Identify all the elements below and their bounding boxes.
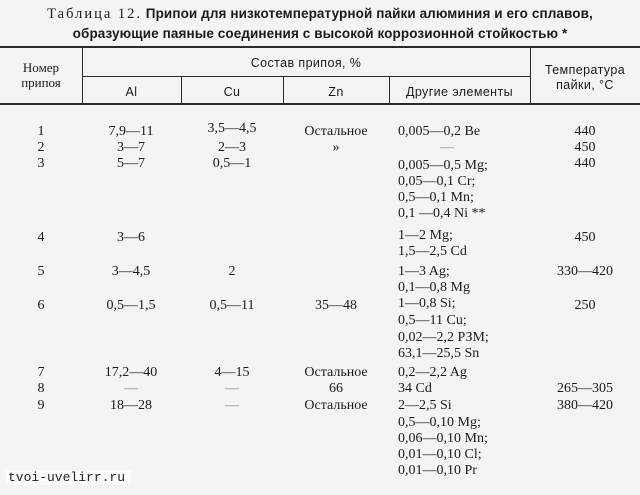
- row-8-number: 8: [37, 381, 45, 396]
- row-9-temp: 380—420: [557, 398, 613, 413]
- row-6-number: 6: [37, 298, 45, 313]
- row-5-other-2: 0,1—0,8 Mg: [398, 280, 470, 295]
- row-2-cu: 2—3: [218, 140, 246, 155]
- row-9-other-1: 2—2,5 Si: [398, 398, 452, 413]
- row-9-other-3: 0,06—0,10 Mn;: [398, 431, 488, 446]
- row-5-al: 3—4,5: [111, 264, 151, 279]
- watermark-text: tvoi-uvelirr.ru: [6, 470, 131, 485]
- header-temperature: [530, 63, 640, 93]
- row-3-number: 3: [37, 156, 45, 171]
- row-2-number: 2: [37, 140, 45, 155]
- row-9-number: 9: [37, 398, 45, 413]
- row-4-al: 3—6: [117, 230, 145, 245]
- row-7-cu: 4—15: [214, 365, 250, 380]
- row-9-other-5: 0,01—0,10 Pr: [398, 463, 477, 478]
- row-3-cu: 0,5—1: [212, 156, 252, 171]
- row-3-other-4: 0,1 —0,4 Ni **: [398, 206, 486, 221]
- row-3-other-1: 0,005—0,5 Mg;: [398, 158, 488, 173]
- row-6-cu: 0,5—11: [209, 298, 255, 313]
- row-9-al: 18—28: [110, 398, 152, 413]
- row-8-temp: 265—305: [557, 381, 613, 396]
- row-3-temp: 440: [574, 156, 596, 171]
- header-other: Другие элементы: [405, 85, 513, 99]
- row-5-number: 5: [37, 264, 45, 279]
- caption-title-1: Припои для низкотемпературной пайки алюминия и его сплавов,: [145, 6, 593, 21]
- row-1-zn: Остальное: [304, 124, 368, 139]
- row-4-other-1: 1—2 Mg;: [398, 228, 453, 243]
- header-composition: Состав припоя, %: [250, 56, 362, 70]
- row-3-other-3: 0,5—0,1 Mn;: [398, 190, 474, 205]
- row-1-al: 7,9—11: [108, 124, 154, 139]
- row-7-other-1: 0,2—2,2 Ag: [398, 365, 467, 380]
- row-4-number: 4: [37, 230, 45, 245]
- row-8-cu: —: [225, 381, 239, 396]
- caption-line-2: [0, 24, 640, 44]
- header-temperature-line1: Температура: [544, 63, 626, 77]
- header-number: [0, 60, 82, 90]
- row-3-al: 5—7: [117, 156, 145, 171]
- row-2-al: 3—7: [117, 140, 145, 155]
- row-6-temp: 250: [574, 298, 596, 313]
- header-temperature-line2: пайки, °C: [556, 78, 614, 92]
- row-7-number: 7: [37, 365, 45, 380]
- caption-title-2: образующие паяные соединения с высокой коррозионной стойкостью *: [72, 26, 568, 41]
- subheader-rule: [82, 76, 530, 77]
- header-al: Al: [125, 85, 138, 99]
- row-6-zn: 35—48: [315, 298, 357, 313]
- row-4-other-2: 1,5—2,5 Cd: [398, 244, 467, 259]
- header-zn: Zn: [328, 85, 344, 99]
- header-number-line2: припоя: [21, 75, 61, 90]
- row-8-al: —: [124, 381, 138, 396]
- row-9-other-4: 0,01—0,10 Cl;: [398, 447, 482, 462]
- row-7-zn: Остальное: [304, 365, 368, 380]
- row-6-other-3: 0,02—2,2 РЗМ;: [398, 330, 489, 345]
- header-cu: Cu: [223, 85, 241, 99]
- row-2-zn: »: [332, 140, 340, 155]
- row-5-cu: 2: [228, 264, 236, 279]
- table-caption: [0, 4, 640, 44]
- header-bottom-rule: [0, 103, 640, 105]
- row-4-temp: 450: [574, 230, 596, 245]
- row-8-other-1: 34 Cd: [398, 381, 432, 396]
- row-6-al: 0,5—1,5: [106, 298, 156, 313]
- header-number-line1: Номер: [22, 60, 60, 75]
- row-1-cu: 3,5—4,5: [207, 121, 257, 136]
- row-5-other-1: 1—3 Ag;: [398, 264, 450, 279]
- caption-line-1: [0, 4, 640, 24]
- row-1-temp: 440: [574, 124, 596, 139]
- row-8-zn: 66: [329, 381, 343, 396]
- top-rule: [0, 46, 640, 48]
- caption-label: Таблица 12.: [47, 6, 143, 22]
- row-9-other-2: 0,5—0,10 Mg;: [398, 415, 481, 430]
- row-1-number: 1: [37, 124, 45, 139]
- row-9-zn: Остальное: [304, 398, 368, 413]
- row-6-other-1: 1—0,8 Si;: [398, 296, 456, 311]
- row-7-al: 17,2—40: [104, 365, 158, 380]
- row-1-other-1: 0,005—0,2 Be: [398, 124, 481, 139]
- row-2-other-1: —: [440, 140, 454, 155]
- row-6-other-2: 0,5—11 Cu;: [398, 313, 467, 328]
- row-6-other-4: 63,1—25,5 Sn: [398, 346, 480, 361]
- row-9-cu: —: [225, 398, 239, 413]
- row-3-other-2: 0,05—0,1 Cr;: [398, 174, 476, 189]
- row-2-temp: 450: [574, 140, 596, 155]
- row-5-temp: 330—420: [557, 264, 613, 279]
